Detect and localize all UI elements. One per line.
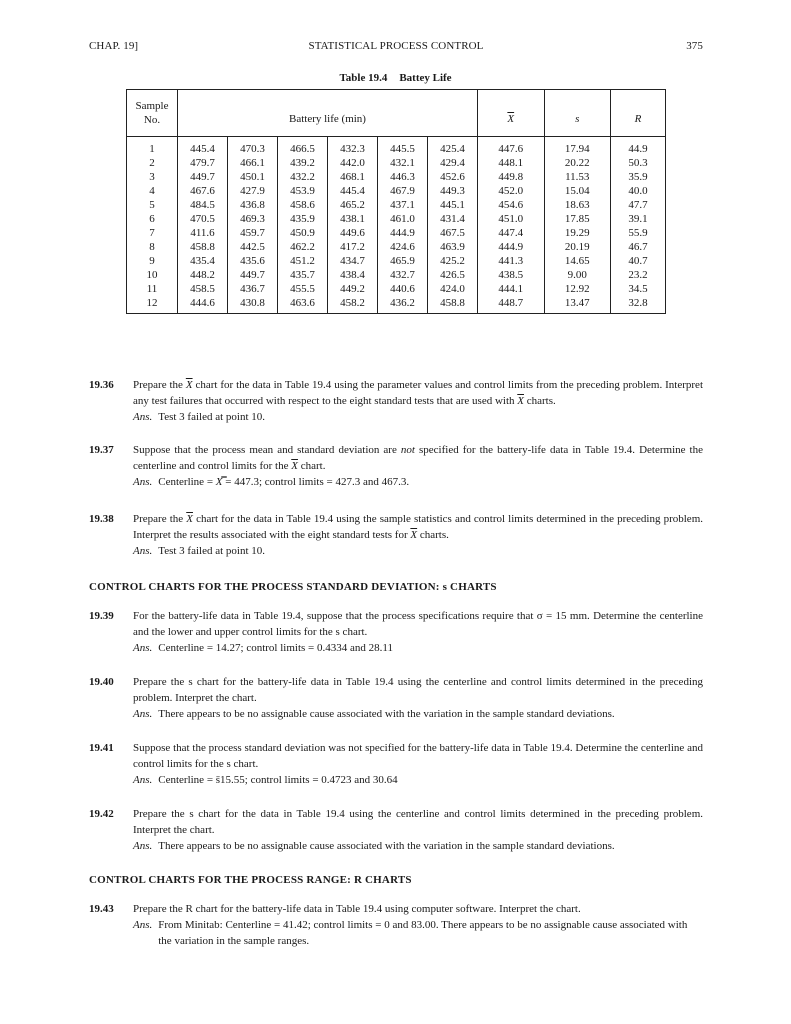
cell-battery-life: 452.6 — [428, 170, 478, 184]
cell-battery-life: 465.9 — [378, 254, 428, 268]
header-xbar: $\overline{X}$ — [478, 90, 545, 137]
cell-xbar: 454.6 — [478, 198, 545, 212]
cell-battery-life: 458.2 — [328, 296, 378, 314]
cell-r: 47.7 — [628, 199, 648, 211]
cell-battery-life: 432.7 — [378, 268, 428, 282]
table-row — [127, 212, 666, 226]
cell-battery-life: 445.4 — [328, 184, 378, 198]
cell-r: 44.9 — [628, 143, 648, 155]
cell-xbar: 438.5 — [478, 268, 545, 282]
cell-battery-life: 459.7 — [228, 226, 278, 240]
cell-sample-no: 6 — [127, 212, 178, 226]
cell-sample-no: 4 — [127, 184, 178, 198]
table-header-row — [127, 90, 666, 137]
cell-battery-life: 435.6 — [228, 254, 278, 268]
table-row — [127, 296, 666, 314]
cell-battery-life: 424.6 — [378, 240, 428, 254]
cell-battery-life: 439.2 — [278, 156, 328, 170]
cell-battery-life: 436.2 — [378, 296, 428, 314]
cell-battery-life: 435.4 — [178, 254, 228, 268]
cell-s: 17.85 — [544, 212, 611, 226]
problem-19-38 — [89, 511, 703, 559]
table-row — [127, 240, 666, 254]
problem-number: 19.38 — [89, 513, 114, 525]
cell-s: 9.00 — [544, 268, 611, 282]
problem-19-42 — [89, 806, 703, 854]
cell-battery-life: 435.9 — [278, 212, 328, 226]
table-row — [127, 226, 666, 240]
problem-19-43 — [89, 901, 703, 949]
cell-battery-life: 424.0 — [428, 282, 478, 296]
cell-battery-life: 425.4 — [428, 137, 478, 157]
cell-battery-life: 450.9 — [278, 226, 328, 240]
answer: Ans. From Minitab: Centerline = 41.42; control limits = 0 and 83.00. There appears to be no assignable cause associated with the variation in the sample ranges. — [133, 919, 688, 947]
table-row — [127, 156, 666, 170]
cell-battery-life: 432.1 — [378, 156, 428, 170]
cell-battery-life: 470.5 — [178, 212, 228, 226]
cell-battery-life: 484.5 — [178, 198, 228, 212]
cell-battery-life: 427.9 — [228, 184, 278, 198]
cell-battery-life: 445.1 — [428, 198, 478, 212]
cell-sample-no: 5 — [127, 198, 178, 212]
cell-battery-life: 479.7 — [178, 156, 228, 170]
cell-xbar: 448.7 — [478, 296, 545, 314]
cell-battery-life: 438.4 — [328, 268, 378, 282]
cell-s: 19.29 — [544, 226, 611, 240]
cell-battery-life: 449.6 — [328, 226, 378, 240]
cell-battery-life: 453.9 — [278, 184, 328, 198]
table-row — [127, 198, 666, 212]
cell-battery-life: 436.8 — [228, 198, 278, 212]
answer: Ans. Centerline = X̿ = 447.3; control limits = 427.3 and 467.3. — [133, 476, 410, 488]
table-row — [127, 170, 666, 184]
cell-battery-life: 461.0 — [378, 212, 428, 226]
cell-battery-life: 466.1 — [228, 156, 278, 170]
cell-r: 40.7 — [628, 255, 648, 267]
cell-battery-life: 417.2 — [328, 240, 378, 254]
header-s: s — [544, 90, 611, 137]
cell-battery-life: 445.4 — [178, 137, 228, 157]
cell-battery-life: 463.9 — [428, 240, 478, 254]
cell-battery-life: 434.7 — [328, 254, 378, 268]
table-row — [127, 254, 666, 268]
cell-battery-life: 458.8 — [178, 240, 228, 254]
cell-xbar: 444.1 — [478, 282, 545, 296]
cell-s: 13.47 — [544, 296, 611, 314]
cell-sample-no: 1 — [127, 137, 178, 157]
header-r: R — [611, 90, 666, 137]
header-sample-no: Sample No. — [127, 90, 178, 137]
cell-battery-life: 449.3 — [428, 184, 478, 198]
problem-number: 19.37 — [89, 444, 114, 456]
problem-number: 19.36 — [89, 379, 114, 391]
section-heading-r-charts: CONTROL CHARTS FOR THE PROCESS RANGE: R CHARTS — [89, 874, 412, 886]
cell-battery-life: 426.5 — [428, 268, 478, 282]
problem-text: Prepare the $\overline{X}$ chart for the data in Table 19.4 using the sample statistics and control limits determined in the preceding problem. Interpret the results associated with the eight standard tests for $\overline{X}$ charts. — [133, 513, 703, 541]
cell-r: 35.9 — [628, 171, 648, 183]
problem-text: Prepare the s chart for the battery-life data in Table 19.4 using the centerline and control limits determined in the preceding problem. Interpret the chart. — [133, 676, 703, 704]
cell-r: 40.0 — [628, 185, 648, 197]
cell-battery-life: 458.5 — [178, 282, 228, 296]
cell-battery-life: 467.9 — [378, 184, 428, 198]
cell-battery-life: 463.6 — [278, 296, 328, 314]
cell-r: 50.3 — [628, 157, 648, 169]
cell-xbar: 451.0 — [478, 212, 545, 226]
cell-battery-life: 451.2 — [278, 254, 328, 268]
answer: Ans. Centerline = s̄15.55; control limits = 0.4723 and 30.64 — [133, 774, 398, 786]
cell-battery-life: 444.9 — [378, 226, 428, 240]
cell-battery-life: 445.5 — [378, 137, 428, 157]
cell-xbar: 448.1 — [478, 156, 545, 170]
cell-battery-life: 450.1 — [228, 170, 278, 184]
cell-battery-life: 432.2 — [278, 170, 328, 184]
cell-sample-no: 8 — [127, 240, 178, 254]
cell-s: 15.04 — [544, 184, 611, 198]
cell-battery-life: 467.6 — [178, 184, 228, 198]
cell-battery-life: 436.7 — [228, 282, 278, 296]
cell-battery-life: 431.4 — [428, 212, 478, 226]
answer: Ans. Centerline = 14.27; control limits = 0.4334 and 28.11 — [133, 642, 393, 654]
cell-xbar: 452.0 — [478, 184, 545, 198]
cell-battery-life: 462.2 — [278, 240, 328, 254]
cell-sample-no: 12 — [127, 296, 178, 314]
cell-s: 18.63 — [544, 198, 611, 212]
problem-number: 19.40 — [89, 676, 114, 688]
cell-battery-life: 425.2 — [428, 254, 478, 268]
cell-battery-life: 429.4 — [428, 156, 478, 170]
problem-number: 19.43 — [89, 903, 114, 915]
cell-battery-life: 430.8 — [228, 296, 278, 314]
cell-s: 14.65 — [544, 254, 611, 268]
problem-text: Suppose that the process standard deviation was not specified for the battery-life data in Table 19.4. Determine the centerline and control limits for the s chart. — [133, 742, 703, 770]
cell-battery-life: 448.2 — [178, 268, 228, 282]
table-row — [127, 268, 666, 282]
cell-r: 55.9 — [628, 227, 648, 239]
page-number: 375 — [686, 40, 703, 52]
answer: Ans. Test 3 failed at point 10. — [133, 545, 266, 557]
cell-battery-life: 458.6 — [278, 198, 328, 212]
cell-battery-life: 432.3 — [328, 137, 378, 157]
problem-19-39 — [89, 608, 703, 656]
cell-sample-no: 9 — [127, 254, 178, 268]
cell-s: 20.22 — [544, 156, 611, 170]
cell-r: 34.5 — [628, 283, 648, 295]
cell-battery-life: 442.5 — [228, 240, 278, 254]
problem-19-36 — [89, 377, 703, 425]
table-caption-label: Table 19.4 — [339, 72, 388, 84]
header-battery-life: Battery life (min) — [178, 90, 478, 137]
problem-19-41 — [89, 740, 703, 788]
problem-text: Suppose that the process mean and standard deviation are not specified for the battery-life data in Table 19.4. Determine the centerline and control limits for the $\overline{X}$ chart. — [133, 444, 703, 472]
table-caption — [0, 72, 791, 84]
problem-19-40 — [89, 674, 703, 722]
cell-battery-life: 440.6 — [378, 282, 428, 296]
cell-battery-life: 458.8 — [428, 296, 478, 314]
cell-battery-life: 449.7 — [228, 268, 278, 282]
cell-s: 17.94 — [544, 137, 611, 157]
cell-battery-life: 449.7 — [178, 170, 228, 184]
battery-life-table — [126, 89, 666, 314]
table-caption-title: Battey Life — [399, 72, 452, 84]
chapter-label: CHAP. 19] — [89, 40, 139, 52]
cell-xbar: 449.8 — [478, 170, 545, 184]
cell-battery-life: 470.3 — [228, 137, 278, 157]
problem-19-37 — [89, 442, 703, 490]
problems-list — [89, 377, 703, 966]
table-row — [127, 184, 666, 198]
problem-text: Prepare the R chart for the battery-life data in Table 19.4 using computer software. Interpret the chart. — [133, 903, 581, 915]
cell-s: 11.53 — [544, 170, 611, 184]
cell-battery-life: 444.6 — [178, 296, 228, 314]
answer: Ans. There appears to be no assignable cause associated with the variation in the sample standard deviations. — [133, 708, 615, 720]
cell-xbar: 444.9 — [478, 240, 545, 254]
cell-r: 46.7 — [628, 241, 648, 253]
cell-xbar: 441.3 — [478, 254, 545, 268]
cell-sample-no: 3 — [127, 170, 178, 184]
problem-number: 19.42 — [89, 808, 114, 820]
cell-battery-life: 468.1 — [328, 170, 378, 184]
answer: Ans. There appears to be no assignable cause associated with the variation in the sample standard deviations. — [133, 840, 615, 852]
cell-battery-life: 438.1 — [328, 212, 378, 226]
cell-battery-life: 466.5 — [278, 137, 328, 157]
cell-r: 32.8 — [628, 297, 648, 309]
cell-sample-no: 7 — [127, 226, 178, 240]
cell-battery-life: 435.7 — [278, 268, 328, 282]
cell-sample-no: 11 — [127, 282, 178, 296]
table-row — [127, 137, 666, 157]
table-row — [127, 282, 666, 296]
answer: Ans. Test 3 failed at point 10. — [133, 411, 266, 423]
cell-s: 20.19 — [544, 240, 611, 254]
problem-text: For the battery-life data in Table 19.4, suppose that the process specifications require that σ = 15 mm. Determine the centerline and the lower and upper control limits for the s chart. — [133, 610, 703, 638]
cell-r: 39.1 — [628, 213, 648, 225]
cell-s: 12.92 — [544, 282, 611, 296]
cell-battery-life: 446.3 — [378, 170, 428, 184]
section-heading-s-charts: CONTROL CHARTS FOR THE PROCESS STANDARD DEVIATION: s CHARTS — [89, 581, 497, 593]
cell-battery-life: 449.2 — [328, 282, 378, 296]
cell-battery-life: 455.5 — [278, 282, 328, 296]
problem-text: Prepare the $\overline{X}$ chart for the data in Table 19.4 using the parameter values and control limits from the preceding problem. Interpret any test failures that occurred with respect to the eight standard tests that are used with $\overline{X}$ charts. — [133, 379, 703, 407]
problem-number: 19.39 — [89, 610, 114, 622]
cell-sample-no: 2 — [127, 156, 178, 170]
cell-battery-life: 442.0 — [328, 156, 378, 170]
cell-r: 23.2 — [628, 269, 648, 281]
cell-battery-life: 467.5 — [428, 226, 478, 240]
problem-number: 19.41 — [89, 742, 114, 754]
cell-battery-life: 437.1 — [378, 198, 428, 212]
cell-battery-life: 469.3 — [228, 212, 278, 226]
running-title: STATISTICAL PROCESS CONTROL — [308, 40, 484, 52]
cell-xbar: 447.6 — [478, 137, 545, 157]
cell-xbar: 447.4 — [478, 226, 545, 240]
cell-sample-no: 10 — [127, 268, 178, 282]
cell-battery-life: 465.2 — [328, 198, 378, 212]
cell-battery-life: 411.6 — [178, 226, 228, 240]
problem-text: Prepare the s chart for the data in Table 19.4 using the centerline and control limits determined in the preceding problem. Interpret the chart. — [133, 808, 703, 836]
